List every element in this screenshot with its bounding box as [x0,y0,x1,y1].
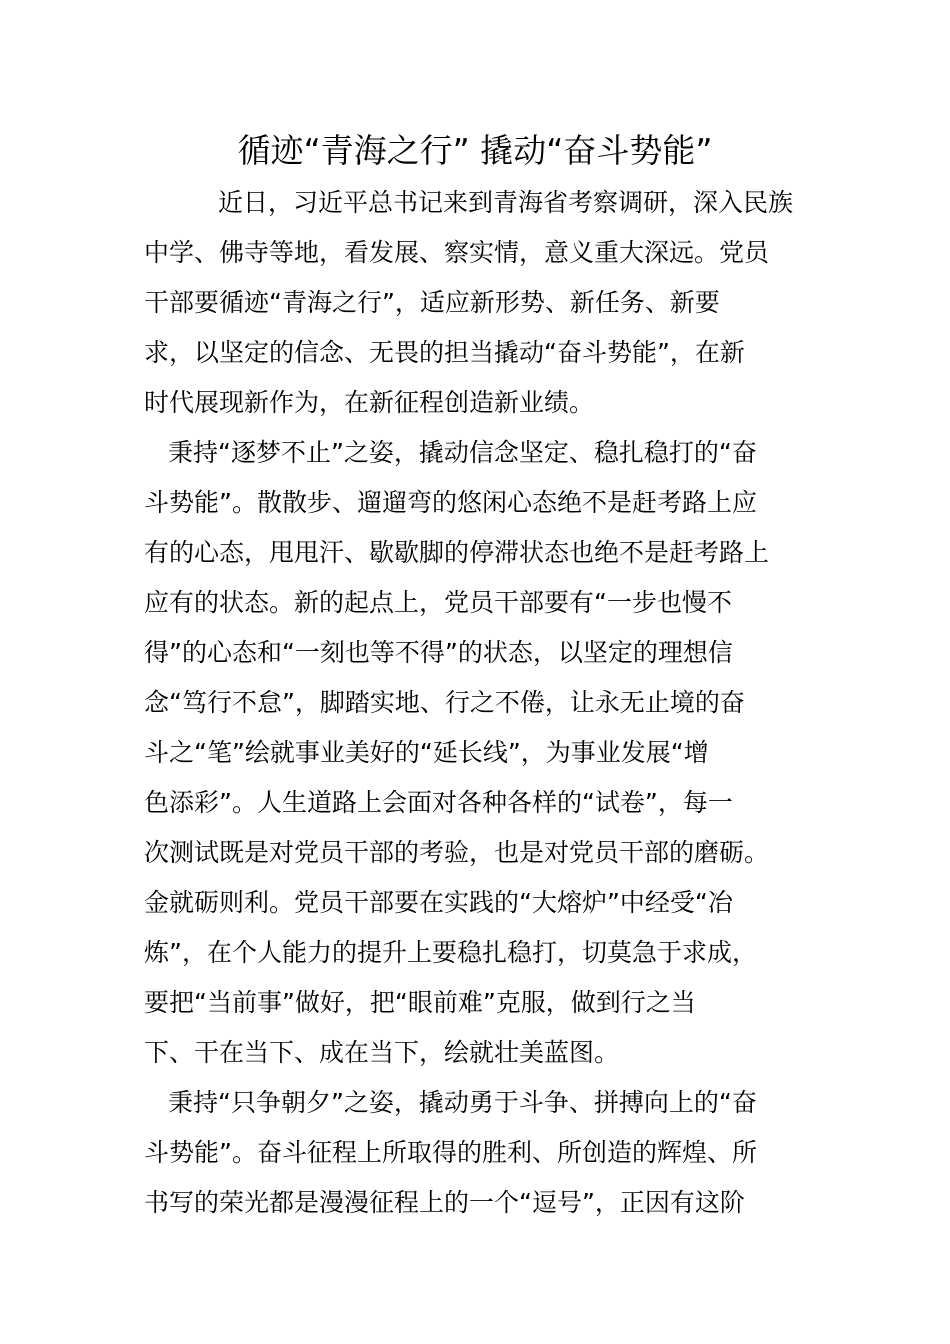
paragraph-1-line-4: 求，以坚定的信念、无畏的担当撬动“奋斗势能”，在新 [144,338,745,367]
paragraph-2-line-9: 次测试既是对党员干部的考验，也是对党员干部的磨砺。 [144,838,770,867]
paragraph-2-line-3: 有的心态，甩甩汗、歇歇脚的停滞状态也绝不是赶考路上 [144,538,770,567]
paragraph-3-line-1: 秉持“只争朝夕”之姿，撬动勇于斗争、拼搏向上的“奋 [168,1088,757,1117]
paragraph-3-line-2: 斗势能”。奋斗征程上所取得的胜利、所创造的辉煌、所 [144,1138,757,1167]
paragraph-1-line-3: 干部要循迹“青海之行”，适应新形势、新任务、新要 [144,288,720,317]
paragraph-2-line-11: 炼”，在个人能力的提升上要稳扎稳打，切莫急于求成， [144,938,757,967]
paragraph-2-line-13: 下、干在当下、成在当下，绘就壮美蓝图。 [144,1038,620,1067]
paragraph-2-line-1: 秉持“逐梦不止”之姿，撬动信念坚定、稳扎稳打的“奋 [168,438,757,467]
document-title: 循迹“青海之行” 撬动“奋斗势能” [237,131,713,170]
paragraph-1-line-2: 中学、佛寺等地，看发展、察实情，意义重大深远。党员 [144,238,770,267]
paragraph-2-line-6: 念“笃行不怠”，脚踏实地、行之不倦，让永无止境的奋 [144,688,745,717]
paragraph-1-line-5: 时代展现新作为，在新征程创造新业绩。 [144,388,595,417]
paragraph-2-line-12: 要把“当前事”做好，把“眼前难”克服，做到行之当 [144,988,696,1017]
paragraph-2-line-4: 应有的状态。新的起点上，党员干部要有“一步也慢不 [144,588,732,617]
paragraph-3-line-3: 书写的荣光都是漫漫征程上的一个“逗号”，正因有这阶 [144,1188,745,1217]
paragraph-2-line-8: 色添彩”。人生道路上会面对各种各样的“试卷”，每一 [144,788,733,817]
paragraph-2-line-7: 斗之“笔”绘就事业美好的“延长线”，为事业发展“增 [144,738,709,767]
document-body [144,178,806,1228]
paragraph-2-line-5: 得”的心态和“一刻也等不得”的状态，以坚定的理想信 [144,638,733,667]
paragraph-2-line-10: 金就砺则利。党员干部要在实践的“大熔炉”中经受“冶 [144,888,733,917]
paragraph-2-line-2: 斗势能”。散散步、遛遛弯的悠闲心态绝不是赶考路上应 [144,488,757,517]
paragraph-1-line-1: 近日，习近平总书记来到青海省考察调研，深入民族 [218,188,794,217]
